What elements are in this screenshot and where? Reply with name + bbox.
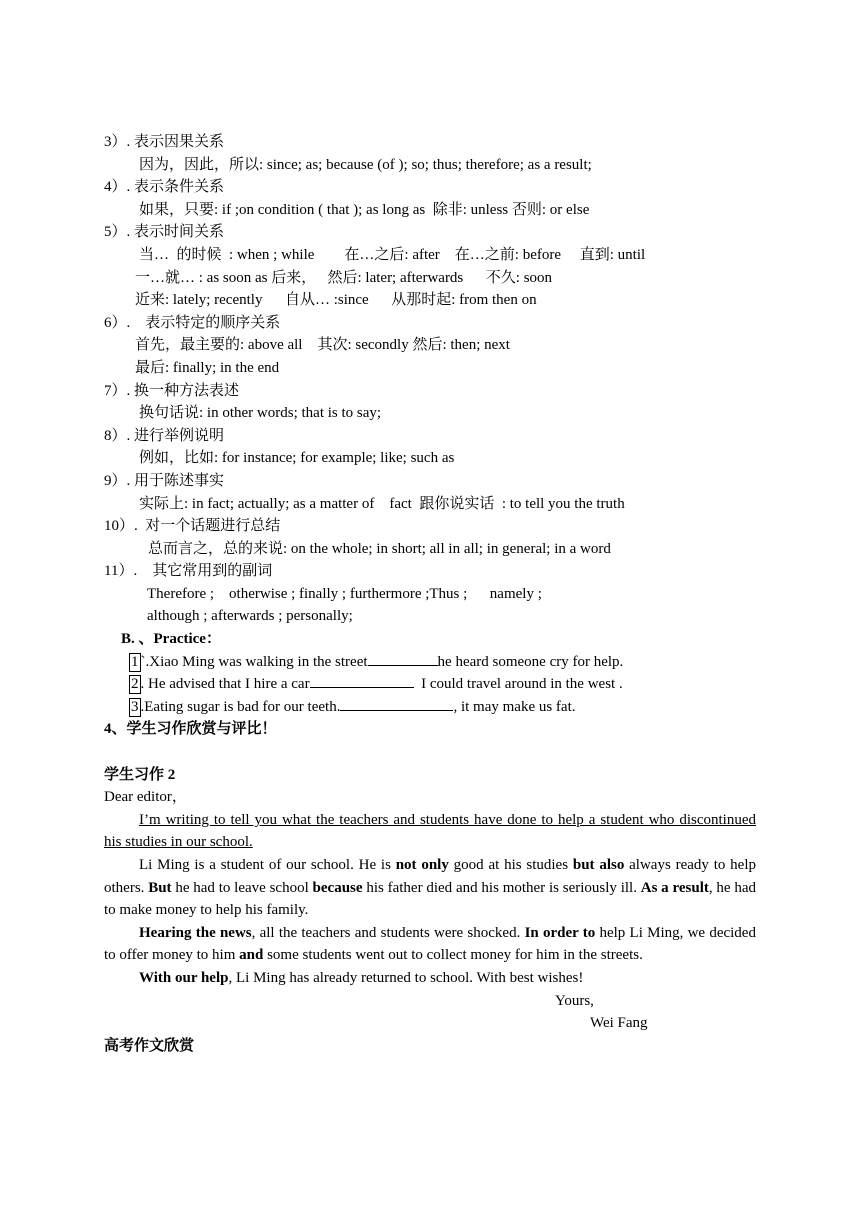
- section-line: although ; afterwards ; personally;: [147, 608, 353, 625]
- essay-paragraph-1: I’m writing to tell you what the teachers and students have done to help a student who discontinued his studies in our school.: [104, 811, 756, 851]
- bold-phrase: In order to: [524, 924, 596, 941]
- answer-blank[interactable]: [310, 673, 414, 688]
- essay-title: 学生习作 2: [104, 766, 176, 783]
- bold-phrase: But: [148, 879, 172, 896]
- salutation: Dear editor，: [104, 789, 187, 806]
- item-number-box: 1: [131, 653, 139, 670]
- text-run: , Li Ming has already returned to school. With best wishes!: [228, 969, 584, 986]
- practice-item: [104, 696, 756, 719]
- section-heading: 4）. 表示条件关系: [104, 179, 225, 196]
- section-line: Therefore ; otherwise ; finally ; furthermore ;Thus ; namely ;: [147, 585, 542, 602]
- practice-text-after: , it may make us fat.: [453, 698, 576, 715]
- section-line: 因为，因此，所以: since; as; because (of ); so; thus; therefore; as a result;: [139, 156, 592, 173]
- section-line: 换句话说: in other words; that is to say;: [139, 405, 382, 422]
- bold-phrase: not only: [395, 857, 449, 873]
- answer-blank[interactable]: [368, 651, 438, 666]
- practice-text-before: . He advised that I hire a car: [140, 676, 310, 693]
- text-run: , all the teachers and students were shocked.: [251, 924, 525, 941]
- section-line: 如果，只要: if ;on condition ( that ); as long as 除非: unless 否则: or else: [139, 201, 590, 218]
- item-number-box: 2: [131, 676, 139, 693]
- practice-text-after: he heard someone cry for help.: [437, 653, 624, 670]
- text-run: good at his studies: [448, 857, 573, 873]
- next-section-title: 高考作文欣赏: [104, 1037, 195, 1054]
- section-title: 4、学生习作欣赏与评比！: [104, 721, 277, 738]
- essay-paragraph-2: [104, 854, 756, 922]
- bold-phrase: As a result: [640, 879, 709, 896]
- practice-title: B. 、Practice：: [121, 631, 221, 648]
- text-run: his father died and his mother is seriously ill.: [362, 879, 641, 896]
- section-heading: 6）. 表示特定的顺序关系: [104, 314, 281, 331]
- section-line: 近来: lately; recently 自从… :since 从那时起: from then on: [135, 292, 537, 309]
- section-line: 总而言之，总的来说: on the whole; in short; all in all; in general; in a word: [148, 540, 611, 557]
- section-heading: 8）. 进行举例说明: [104, 427, 225, 444]
- section-line: 首先，最主要的: above all 其次: secondly 然后: then; next: [135, 337, 510, 354]
- section-line: 最后: finally; in the end: [135, 359, 280, 376]
- text-run: help Li Ming, we decided to offer money to him: [104, 924, 756, 964]
- bold-phrase: Hearing the news: [139, 924, 252, 941]
- document-page: [104, 131, 756, 1057]
- section-heading: 11）. 其它常用到的副词: [104, 563, 273, 580]
- text-run: some students went out to collect money for him in the streets.: [263, 947, 643, 964]
- bold-phrase: but also: [572, 857, 625, 873]
- section-line: 当… 的时候 : when ; while 在…之后: after 在…之前: before 直到: until: [139, 246, 646, 263]
- practice-text-before: .Eating sugar is bad for our teeth.: [140, 698, 341, 715]
- text-run: always ready to help others.: [104, 857, 756, 896]
- closing: Yours,: [555, 992, 594, 1009]
- signature: Wei Fang: [590, 1015, 648, 1032]
- text-run: he had to leave school: [171, 879, 313, 896]
- answer-blank[interactable]: [340, 696, 453, 711]
- section-heading: 7）. 换一种方法表述: [104, 382, 240, 399]
- section-line: 实际上: in fact; actually; as a matter of fact 跟你说实话 : to tell you the truth: [139, 495, 625, 512]
- practice-text-before: `.Xiao Ming was walking in the street: [140, 653, 368, 670]
- item-number-box: 3: [131, 698, 139, 715]
- section-line: 例如，比如: for instance; for example; like; such as: [139, 450, 455, 467]
- essay-paragraph-3: [104, 922, 756, 967]
- practice-item: [104, 673, 756, 696]
- bold-phrase: because: [312, 879, 363, 896]
- bold-phrase: With our help: [139, 969, 229, 986]
- text-run: , he had to make money to help his family.: [104, 879, 756, 919]
- bold-phrase: and: [239, 947, 264, 964]
- section-line: 一…就… : as soon as 后来， 然后: later; afterwards 不久: soon: [135, 269, 553, 286]
- text-run: Li Ming is a student of our school. He is: [139, 857, 396, 873]
- section-heading: 9）. 用于陈述事实: [104, 472, 225, 489]
- practice-text-after: I could travel around in the west .: [413, 676, 623, 693]
- spacer: [104, 741, 756, 764]
- section-heading: 5）. 表示时间关系: [104, 224, 225, 241]
- section-heading: 3）. 表示因果关系: [104, 134, 225, 150]
- practice-item: [104, 651, 756, 674]
- section-heading: 10）. 对一个话题进行总结: [104, 518, 281, 535]
- essay-paragraph-4: [104, 967, 756, 990]
